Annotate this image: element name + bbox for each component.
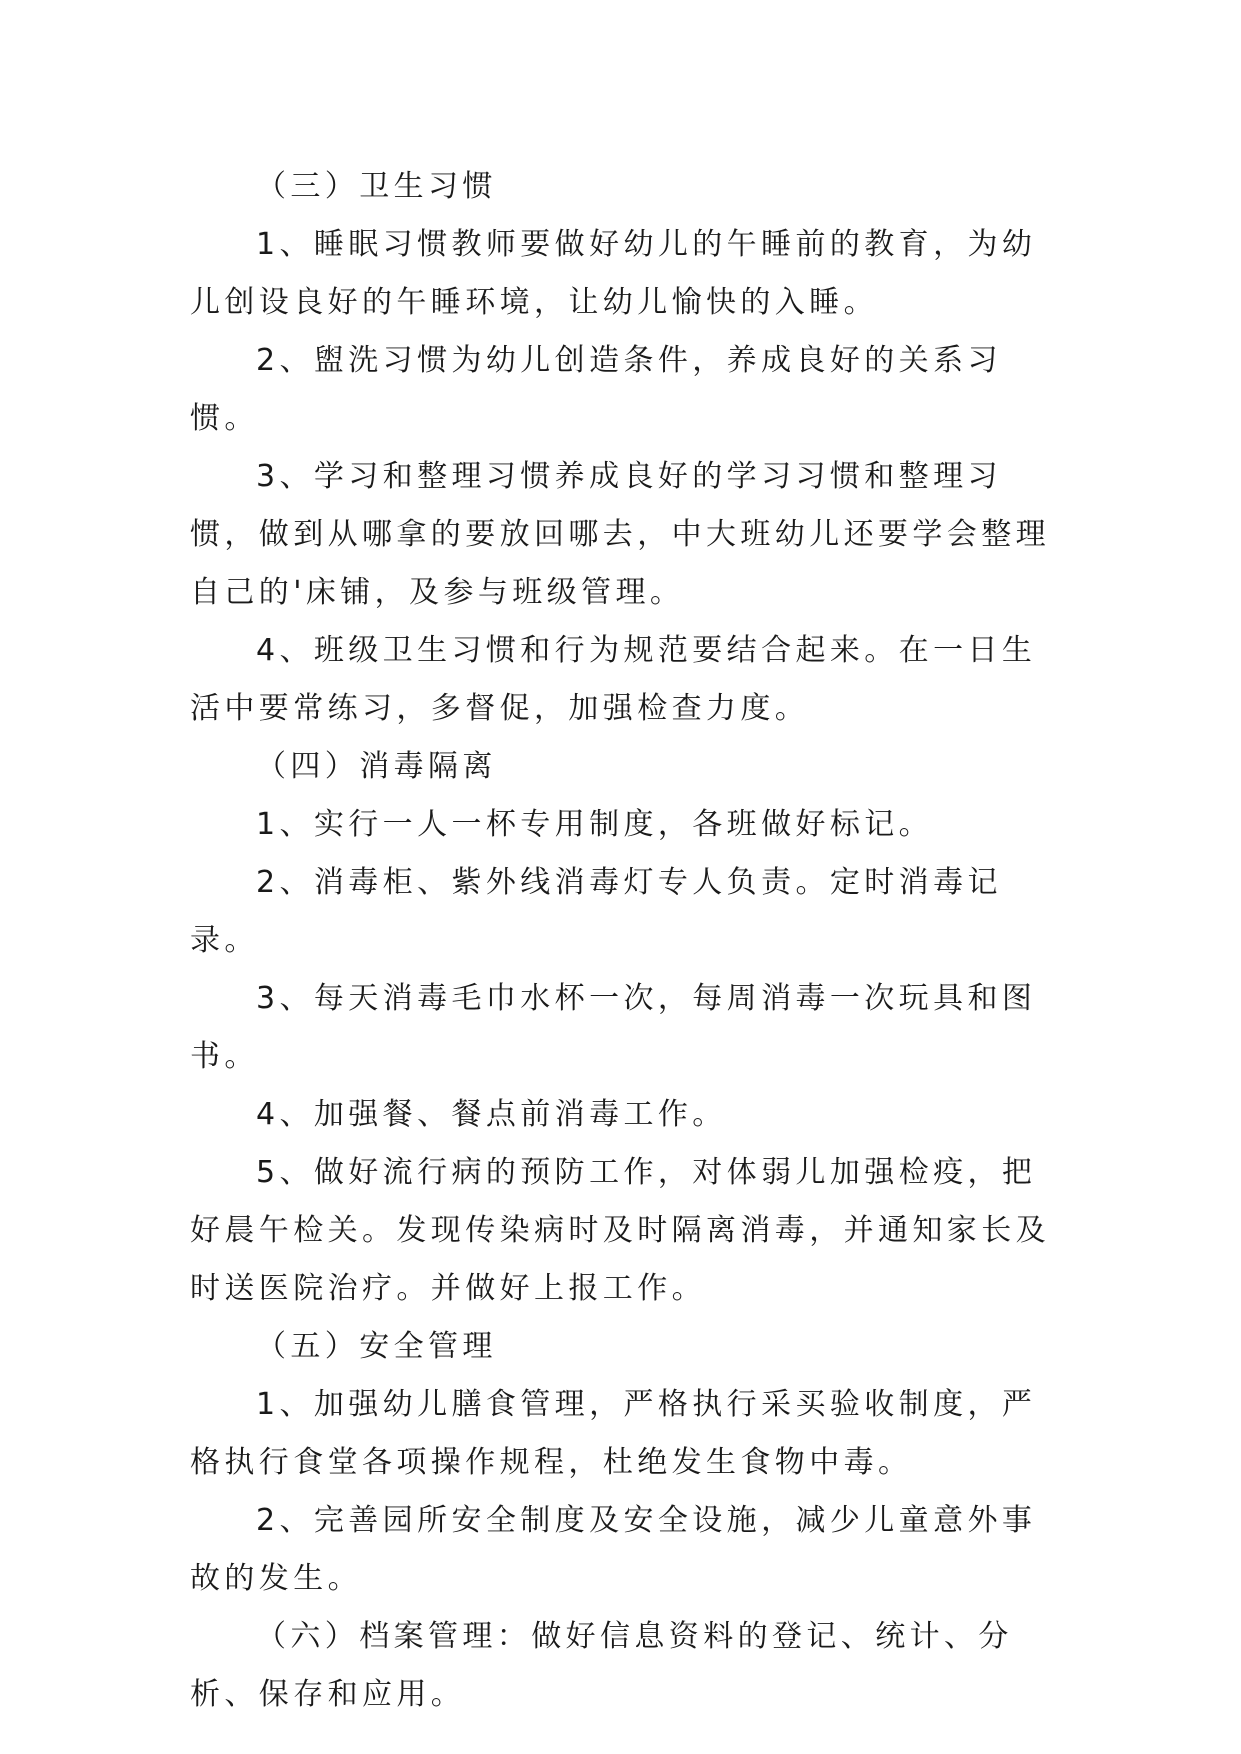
paragraph: 1、加强幼儿膳食管理，严格执行采买验收制度，严格执行食堂各项操作规程，杜绝发生食物中毒。 (190, 1387, 1037, 1480)
paragraph: 2、消毒柜、紫外线消毒灯专人负责。定时消毒记录。 (190, 865, 1002, 958)
section-heading-safety: （五）安全管理 (256, 1329, 497, 1364)
section-heading-disinfection: （四）消毒隔离 (256, 749, 497, 784)
paragraph: 1、睡眠习惯教师要做好幼儿的午睡前的教育，为幼儿创设良好的午睡环境，让幼儿愉快的入睡。 (190, 227, 1037, 320)
paragraph: 5、做好流行病的预防工作，对体弱儿加强检疫，把好晨午检关。发现传染病时及时隔离消毒，并通知家长及时送医院治疗。并做好上报工作。 (190, 1155, 1050, 1306)
paragraph: 4、班级卫生习惯和行为规范要结合起来。在一日生活中要常练习，多督促，加强检查力度。 (190, 633, 1037, 726)
section-heading-hygiene: （三）卫生习惯 (256, 169, 497, 204)
paragraph: 2、完善园所安全制度及安全设施，减少儿童意外事故的发生。 (190, 1503, 1037, 1596)
paragraph: 1、实行一人一杯专用制度，各班做好标记。 (256, 807, 934, 842)
paragraph: 3、学习和整理习惯养成良好的学习习惯和整理习惯，做到从哪拿的要放回哪去，中大班幼儿还要学会整理自己的'床铺，及参与班级管理。 (190, 459, 1050, 610)
paragraph-archives: （六）档案管理：做好信息资料的登记、统计、分析、保存和应用。 (190, 1619, 1013, 1712)
document-body (190, 158, 1070, 1724)
paragraph: 3、每天消毒毛巾水杯一次，每周消毒一次玩具和图书。 (190, 981, 1037, 1074)
paragraph: 4、加强餐、餐点前消毒工作。 (256, 1097, 727, 1132)
paragraph: 2、盥洗习惯为幼儿创造条件，养成良好的关系习惯。 (190, 343, 1002, 436)
